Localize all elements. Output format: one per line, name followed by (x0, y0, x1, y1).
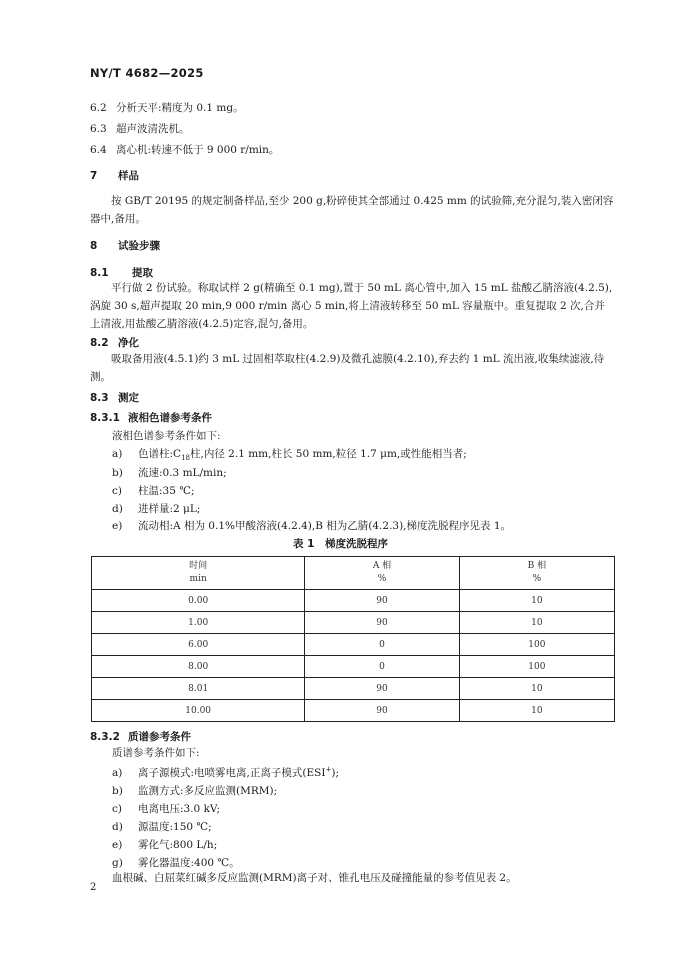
cell-phase-b: 10 (459, 612, 614, 634)
list-marker: g) (112, 857, 123, 869)
section-8-3-2-heading (90, 729, 191, 744)
document-id: NY/T 4682—2025 (90, 66, 204, 80)
section-title: 样品 (118, 170, 139, 182)
list-marker: b) (112, 785, 123, 797)
header-name: B 相 (527, 561, 547, 571)
cell-phase-a: 0 (305, 656, 459, 678)
cell-time: 6.00 (92, 634, 305, 656)
cell-phase-a: 90 (305, 590, 459, 612)
ms-closing-text: 血根碱、白屈菜红碱多反应监测(MRM)离子对、锥孔电压及碰撞能量的参考值见表 2。 (112, 872, 517, 884)
item-6-2 (90, 100, 244, 116)
list-text: 柱温:35 ℃; (138, 485, 195, 497)
lc-condition-b (112, 465, 227, 480)
section-title: 测定 (118, 392, 139, 404)
header-unit: min (189, 574, 207, 584)
cell-time: 8.01 (92, 678, 305, 700)
section-title: 提取 (132, 267, 153, 279)
list-text: 源温度:150 ℃; (138, 821, 212, 833)
list-text: 雾化气:800 L/h; (138, 839, 218, 851)
table-1-caption: 表 1 梯度洗脱程序 (293, 538, 388, 550)
table-row (92, 634, 615, 656)
header-unit: % (377, 574, 387, 584)
gradient-table (91, 556, 615, 722)
table-row (92, 590, 615, 612)
cell-time: 0.00 (92, 590, 305, 612)
section-8-3-heading (90, 390, 139, 405)
section-8-1-heading (90, 265, 153, 280)
lc-conditions-intro: 液相色谱参考条件如下: (112, 430, 221, 442)
section-8-heading (90, 238, 160, 253)
header-unit: % (532, 574, 542, 584)
section-8-2-heading (90, 335, 139, 350)
list-marker: b) (112, 467, 123, 479)
list-marker: e) (112, 520, 123, 532)
list-text: 进样量:2 μL; (138, 503, 201, 515)
section-number: 8.2 (90, 337, 109, 349)
header-time (92, 557, 305, 590)
item-6-4 (90, 142, 279, 158)
cell-phase-b: 100 (459, 634, 614, 656)
item-number: 6.2 (90, 102, 107, 114)
cell-phase-b: 10 (459, 700, 614, 722)
list-text-post: 柱,内径 2.1 mm,柱长 50 mm,粒径 1.7 μm,或性能相当者; (190, 448, 467, 460)
section-number: 8.1 (90, 267, 109, 279)
cell-time: 8.00 (92, 656, 305, 678)
list-text-post: ); (331, 767, 339, 779)
cell-phase-a: 90 (305, 678, 459, 700)
lc-condition-e (112, 518, 511, 533)
list-marker: c) (112, 485, 122, 497)
section-number: 8.3.1 (90, 412, 120, 424)
header-phase-b (459, 557, 614, 590)
table-row (92, 656, 615, 678)
cell-time: 10.00 (92, 700, 305, 722)
list-text: 流动相:A 相为 0.1%甲酸溶液(4.2.4),B 相为乙腈(4.2.3),梯度洗脱程序见表 1。 (138, 520, 512, 532)
list-text: 流速:0.3 mL/min; (138, 467, 227, 479)
section-number: 8.3.2 (90, 731, 120, 743)
item-text: 分析天平:精度为 0.1 mg。 (116, 102, 244, 114)
page-number: 2 (90, 882, 97, 893)
list-marker: d) (112, 821, 123, 833)
ms-condition-g (112, 855, 240, 870)
header-name: A 相 (372, 561, 392, 571)
section-number: 8.3 (90, 392, 109, 404)
list-marker: a) (112, 767, 123, 779)
item-text: 超声波清洗机。 (116, 123, 190, 135)
lc-condition-c (112, 483, 195, 498)
header-name: 时间 (189, 561, 208, 571)
list-text: 电离电压:3.0 kV; (138, 803, 221, 815)
list-marker: e) (112, 839, 123, 851)
list-text-pre: 色谱柱:C (138, 448, 182, 460)
ms-conditions-intro: 质谱参考条件如下: (112, 747, 200, 759)
item-number: 6.3 (90, 123, 107, 135)
table-header-row (92, 557, 615, 590)
lc-condition-d (112, 501, 200, 516)
item-number: 6.4 (90, 144, 107, 156)
cell-phase-b: 100 (459, 656, 614, 678)
cell-phase-a: 90 (305, 700, 459, 722)
section-8-2-paragraph: 吸取备用液(4.5.1)约 3 mL 过固相萃取柱(4.2.9)及微孔滤膜(4.2.10),弃去约 1 mL 流出液,收集续滤液,待测。 (90, 353, 605, 383)
list-text-superscript: + (325, 765, 332, 774)
ms-condition-a (112, 765, 339, 780)
item-text: 离心机:转速不低于 9 000 r/min。 (116, 144, 280, 156)
cell-phase-b: 10 (459, 678, 614, 700)
header-phase-a (305, 557, 459, 590)
list-text-subscript: 18 (181, 454, 190, 463)
section-number: 8 (90, 240, 98, 252)
section-title: 液相色谱参考条件 (128, 412, 212, 424)
ms-condition-d (112, 819, 212, 834)
list-marker: c) (112, 803, 122, 815)
section-title: 质谱参考条件 (128, 731, 191, 743)
table-row (92, 700, 615, 722)
cell-time: 1.00 (92, 612, 305, 634)
table-row (92, 678, 615, 700)
section-number: 7 (90, 170, 98, 182)
item-6-3 (90, 121, 190, 137)
list-marker: a) (112, 448, 123, 460)
list-text-pre: 离子源模式:电喷雾电离,正离子模式(ESI (138, 767, 326, 779)
cell-phase-a: 90 (305, 612, 459, 634)
cell-phase-b: 10 (459, 590, 614, 612)
list-marker: d) (112, 503, 123, 515)
ms-condition-b (112, 783, 277, 798)
table-row (92, 612, 615, 634)
section-title: 试验步骤 (118, 240, 160, 252)
section-8-3-1-heading (90, 410, 212, 425)
section-8-1-paragraph: 平行做 2 份试验。称取试样 2 g(精确至 0.1 mg),置于 50 mL 离心管中,加入 15 mL 盐酸乙腈溶液(4.2.5),涡旋 30 s,超声提取 20 min,9 000 r/min 离心 5 min,将上清液转移至 50 mL 容量瓶中。重复提取 2 次,合并上清液,用盐酸乙腈溶液(4.2.5)定容,混匀,备用。 (90, 282, 613, 330)
list-text: 监测方式:多反应监测(MRM); (138, 785, 278, 797)
section-title: 净化 (118, 337, 139, 349)
ms-condition-e (112, 837, 217, 852)
section-7-paragraph: 按 GB/T 20195 的规定制备样品,至少 200 g,粉碎使其全部通过 0.425 mm 的试验筛,充分混匀,装入密闭容器中,备用。 (90, 195, 614, 225)
cell-phase-a: 0 (305, 634, 459, 656)
ms-condition-c (112, 801, 220, 816)
lc-condition-a (112, 446, 467, 462)
section-7-heading (90, 168, 139, 183)
list-text: 雾化器温度:400 ℃。 (138, 857, 240, 869)
